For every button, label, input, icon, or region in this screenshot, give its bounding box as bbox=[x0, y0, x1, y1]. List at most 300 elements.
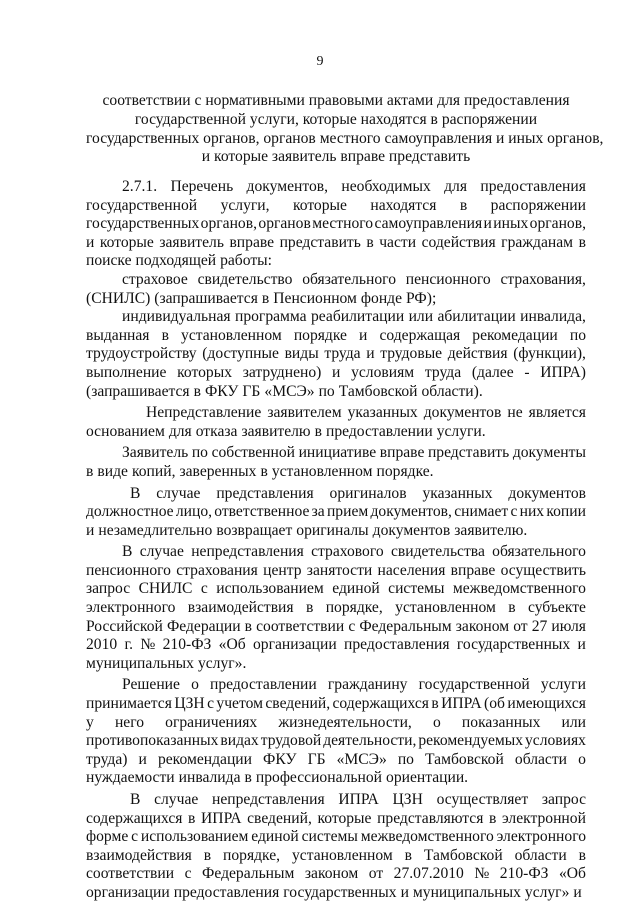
word: непредставления bbox=[191, 543, 304, 561]
word: заявителем bbox=[267, 404, 342, 422]
word: них bbox=[519, 503, 545, 521]
word: необходимых bbox=[341, 178, 431, 195]
word: отказа bbox=[195, 422, 238, 440]
word: установленном bbox=[395, 599, 496, 617]
word: в bbox=[459, 196, 468, 214]
word: основанием bbox=[86, 422, 165, 440]
word: документов bbox=[372, 521, 451, 539]
word: (запрашивается bbox=[154, 289, 258, 307]
word: в bbox=[508, 599, 516, 617]
paragraph-line bbox=[86, 791, 586, 810]
paragraph-line bbox=[86, 234, 586, 253]
word: сведений, bbox=[265, 695, 331, 713]
word: В bbox=[130, 484, 141, 502]
word: оригиналов bbox=[329, 484, 407, 502]
paragraph-line bbox=[86, 345, 586, 364]
word: Перечень bbox=[170, 178, 234, 195]
word: по bbox=[397, 750, 414, 768]
paragraph-line bbox=[86, 810, 586, 829]
word: по bbox=[318, 382, 335, 400]
word: ЦЗН bbox=[174, 695, 205, 713]
word: предоставления bbox=[344, 636, 450, 654]
paragraph-line bbox=[86, 252, 586, 271]
word: и bbox=[332, 363, 341, 381]
paragraph-line bbox=[86, 847, 586, 866]
word: программа bbox=[234, 308, 307, 326]
word: 2.7.1. bbox=[122, 178, 158, 195]
word: соответствии bbox=[256, 617, 345, 635]
word: содействия bbox=[421, 233, 496, 251]
word: по bbox=[191, 444, 208, 462]
paragraph-line bbox=[86, 769, 586, 788]
word: использованием bbox=[140, 828, 249, 846]
word: органов, bbox=[529, 215, 586, 233]
word: случае bbox=[156, 484, 201, 502]
word: профессиональной bbox=[255, 769, 383, 787]
word: противопоказанных bbox=[86, 732, 219, 750]
word: «Об bbox=[218, 636, 246, 654]
word: межведомственного bbox=[360, 828, 494, 846]
word: рекомедации bbox=[472, 326, 558, 344]
word: и bbox=[483, 215, 492, 233]
word: показанных bbox=[461, 713, 541, 731]
word: в bbox=[203, 846, 212, 864]
word: с bbox=[348, 617, 356, 635]
paragraph-line bbox=[86, 865, 586, 884]
word: ИПРА bbox=[441, 695, 482, 713]
word: ГБ bbox=[307, 750, 326, 768]
word: государственной bbox=[418, 676, 530, 694]
paragraph bbox=[86, 791, 586, 903]
word: работы: bbox=[220, 252, 272, 270]
word: и bbox=[366, 345, 375, 363]
word: форме bbox=[86, 828, 129, 846]
paragraph-line bbox=[86, 751, 586, 770]
word: порядке, bbox=[325, 599, 383, 617]
word: страхования bbox=[176, 561, 258, 579]
word: ориентации. bbox=[386, 769, 469, 787]
word: использованием bbox=[216, 580, 324, 598]
section-heading bbox=[86, 92, 604, 167]
paragraph-line bbox=[86, 732, 586, 751]
word: имеющихся bbox=[507, 695, 586, 713]
word: с bbox=[200, 580, 208, 598]
word: Заявитель bbox=[122, 444, 189, 462]
word: осуществить bbox=[500, 561, 586, 579]
word: «Об bbox=[558, 865, 586, 883]
word: видах bbox=[220, 732, 259, 750]
word: государственных bbox=[283, 883, 397, 901]
word: запрос bbox=[86, 580, 131, 598]
paragraph-line bbox=[86, 423, 586, 442]
word: местного bbox=[312, 215, 374, 233]
word: или bbox=[561, 713, 586, 731]
word: заявитель bbox=[159, 233, 224, 251]
word: содержащихся bbox=[332, 695, 429, 713]
word: системы bbox=[388, 580, 445, 598]
word: в bbox=[244, 769, 252, 787]
word: которых bbox=[177, 363, 232, 381]
word: электронного bbox=[496, 828, 586, 846]
word: заявителю bbox=[241, 422, 311, 440]
paragraph bbox=[86, 404, 586, 441]
word: заявителю. bbox=[454, 521, 528, 539]
word: и bbox=[138, 750, 147, 768]
word: в bbox=[161, 326, 169, 344]
word: предоставлении bbox=[210, 676, 317, 694]
word: организации bbox=[252, 636, 337, 654]
word: ГБ bbox=[242, 382, 261, 400]
word: законом bbox=[304, 865, 359, 883]
word: о bbox=[432, 713, 441, 731]
word: муниципальных bbox=[412, 883, 521, 901]
word: (далее bbox=[471, 363, 514, 381]
word: ограничениях bbox=[165, 713, 258, 731]
word: и bbox=[577, 636, 586, 654]
word: услуги, bbox=[220, 196, 270, 214]
word: сведений, bbox=[247, 809, 312, 827]
word: распоряжении bbox=[490, 196, 586, 214]
word: инвалида, bbox=[520, 308, 586, 326]
word: документов, bbox=[370, 503, 452, 521]
paragraph-line bbox=[86, 695, 586, 714]
paragraph-line bbox=[86, 884, 586, 903]
word: инициативе bbox=[298, 444, 377, 462]
word: межведомственного bbox=[452, 580, 586, 598]
word: в bbox=[260, 462, 268, 480]
word: труда) bbox=[86, 750, 128, 768]
word: реабилитации bbox=[310, 308, 405, 326]
word: в bbox=[86, 462, 94, 480]
word: ИПРА bbox=[338, 791, 379, 808]
word: оригиналы bbox=[296, 521, 369, 539]
word: июля bbox=[551, 617, 586, 635]
word: абилитации bbox=[437, 308, 516, 326]
paragraph-line bbox=[86, 383, 586, 402]
word: в bbox=[489, 809, 497, 827]
paragraph bbox=[86, 543, 586, 673]
word: трудовой bbox=[260, 732, 322, 750]
word: обязательного bbox=[302, 270, 396, 288]
paragraph-line bbox=[86, 463, 586, 482]
word: рекомендации bbox=[157, 750, 252, 768]
word: «МСЭ» bbox=[336, 750, 387, 768]
word: № bbox=[140, 636, 156, 654]
word: электронного bbox=[86, 599, 176, 617]
word: документов bbox=[508, 484, 586, 502]
paragraph-line bbox=[86, 599, 586, 618]
word: выполнение bbox=[86, 363, 167, 381]
word: В bbox=[122, 543, 133, 561]
word: для bbox=[444, 178, 468, 195]
word: муниципальных bbox=[86, 654, 194, 672]
word: случае bbox=[154, 791, 199, 808]
word: принимается bbox=[86, 695, 172, 713]
word: организации bbox=[86, 883, 170, 901]
word: единой bbox=[251, 828, 299, 846]
word: затруднено) bbox=[242, 363, 322, 381]
word: РФ); bbox=[406, 289, 437, 307]
word: копий, bbox=[131, 462, 176, 480]
word: которые bbox=[99, 233, 154, 251]
word: условиях bbox=[525, 732, 586, 750]
word: органов bbox=[258, 215, 311, 233]
word: 27.07.2010 bbox=[393, 865, 464, 883]
word: страхования, bbox=[500, 270, 586, 288]
word: и bbox=[573, 883, 582, 901]
word: не bbox=[507, 404, 523, 422]
word: в bbox=[404, 846, 412, 864]
word: представить bbox=[279, 233, 361, 251]
word: действия bbox=[447, 345, 508, 363]
word: нуждаемости bbox=[86, 769, 175, 787]
word: Тамбовской bbox=[338, 382, 418, 400]
paragraph-line bbox=[86, 636, 586, 655]
word: поиске bbox=[86, 252, 132, 270]
word: условиям bbox=[351, 363, 415, 381]
word: труда bbox=[424, 363, 462, 381]
word: незамедлительно bbox=[98, 521, 213, 539]
paragraph-line bbox=[86, 562, 586, 581]
word: содержащая bbox=[379, 326, 461, 344]
word: системы bbox=[301, 828, 358, 846]
word: Тамбовской bbox=[425, 750, 504, 768]
word: и bbox=[86, 521, 95, 539]
word: вправе bbox=[379, 444, 425, 462]
word: г. bbox=[124, 636, 134, 654]
paragraph bbox=[86, 271, 586, 308]
word: находятся bbox=[370, 196, 437, 214]
word: Решение bbox=[122, 676, 180, 694]
document-body bbox=[86, 178, 586, 903]
word: в bbox=[366, 233, 374, 251]
word: представляются bbox=[377, 809, 484, 827]
word: гражданам bbox=[501, 233, 574, 251]
paragraph-line bbox=[86, 364, 586, 383]
paragraph-line bbox=[86, 404, 586, 423]
paragraph-line bbox=[86, 676, 586, 695]
paragraph-line bbox=[86, 503, 586, 522]
word: ФКУ bbox=[263, 750, 297, 768]
word: государственной bbox=[86, 196, 198, 214]
word: Тамбовской bbox=[423, 846, 503, 864]
word: у bbox=[86, 713, 94, 731]
word: содержащихся bbox=[86, 809, 183, 827]
word: В bbox=[130, 791, 141, 808]
page-number: 9 bbox=[316, 54, 324, 69]
paragraph-line bbox=[86, 290, 586, 309]
word: Федеральным bbox=[359, 617, 452, 635]
word: по bbox=[569, 326, 586, 344]
word: для bbox=[168, 422, 192, 440]
word: за bbox=[311, 503, 325, 521]
word: фонде bbox=[360, 289, 403, 307]
word: Федеральным bbox=[202, 865, 295, 883]
word: (СНИЛС) bbox=[86, 289, 151, 307]
word: в bbox=[431, 695, 439, 713]
word: взаимодействия bbox=[187, 599, 294, 617]
word: виде bbox=[97, 462, 128, 480]
word: с bbox=[131, 828, 139, 846]
word: о bbox=[578, 750, 586, 768]
word: области bbox=[514, 750, 568, 768]
paragraph-line bbox=[86, 543, 586, 562]
word: услуги bbox=[540, 676, 586, 694]
word: с bbox=[207, 695, 214, 713]
word: предоставления bbox=[173, 883, 280, 901]
word: инвалида bbox=[178, 769, 241, 787]
word: занятости bbox=[306, 561, 373, 579]
word: документы bbox=[512, 444, 586, 462]
word: пенсионного bbox=[405, 270, 491, 288]
word: законом bbox=[455, 617, 510, 635]
word: заверенных bbox=[179, 462, 257, 480]
word: осуществляет bbox=[436, 791, 529, 808]
word: (доступные bbox=[202, 345, 279, 363]
word: пенсионного bbox=[86, 561, 171, 579]
word: государственных bbox=[86, 215, 200, 233]
paragraph-line bbox=[86, 178, 586, 197]
paragraph-line bbox=[86, 197, 586, 216]
word: гражданину bbox=[327, 676, 408, 694]
paragraph-line bbox=[86, 714, 586, 733]
word: в bbox=[578, 233, 586, 251]
word: в bbox=[261, 289, 270, 307]
paragraph bbox=[86, 444, 586, 481]
paragraph-line bbox=[86, 580, 586, 599]
word: области bbox=[514, 846, 567, 864]
word: ответственное bbox=[214, 503, 310, 521]
word: страховое bbox=[122, 270, 188, 288]
word: предоставления bbox=[480, 178, 586, 195]
word: о bbox=[191, 676, 199, 694]
word: запрос bbox=[541, 791, 586, 808]
word: от bbox=[513, 617, 528, 635]
word: части bbox=[379, 233, 417, 251]
word: с bbox=[510, 503, 518, 521]
word: лицо, bbox=[175, 503, 213, 521]
word: предоставлении bbox=[325, 422, 433, 440]
heading-line: соответствии с нормативными правовыми актами для предоставления bbox=[102, 92, 570, 109]
paragraph bbox=[86, 178, 586, 271]
word: субъекте bbox=[527, 599, 586, 617]
word: единой bbox=[332, 580, 380, 598]
word: виды bbox=[284, 345, 319, 363]
word: в bbox=[193, 382, 201, 400]
word: индивидуальная bbox=[122, 308, 231, 326]
word: ФКУ bbox=[204, 382, 239, 400]
word: № bbox=[474, 865, 490, 883]
word: в bbox=[244, 617, 253, 635]
word: СНИЛС bbox=[138, 580, 193, 598]
word: 210-ФЗ bbox=[162, 636, 212, 654]
word: установленном bbox=[271, 462, 373, 480]
word: выданная bbox=[86, 326, 150, 344]
word: учетом bbox=[216, 695, 263, 713]
word: ЦЗН bbox=[392, 791, 423, 808]
word: - bbox=[524, 363, 530, 381]
word: государственных bbox=[456, 636, 571, 654]
word: услуг» bbox=[524, 883, 570, 901]
word: труда bbox=[324, 345, 361, 363]
word: 27 bbox=[531, 617, 548, 635]
word: порядке bbox=[293, 326, 347, 344]
word: него bbox=[114, 713, 145, 731]
word: жизнедеятельности, bbox=[278, 713, 412, 731]
word: в bbox=[314, 422, 322, 440]
word: или bbox=[408, 308, 434, 326]
paragraph bbox=[86, 308, 586, 401]
paragraph-line bbox=[86, 327, 586, 346]
word: представить bbox=[427, 444, 510, 462]
word: соответствии bbox=[86, 865, 175, 883]
word: трудоустройству bbox=[86, 345, 197, 363]
word: копии bbox=[546, 503, 586, 521]
word: вправе bbox=[450, 561, 496, 579]
word: от bbox=[368, 865, 384, 883]
word: и bbox=[86, 233, 95, 251]
word: собственной bbox=[211, 444, 295, 462]
word: услуг». bbox=[197, 654, 247, 672]
word: которые bbox=[317, 809, 372, 827]
word: 2010 bbox=[86, 636, 118, 654]
word: является bbox=[528, 404, 586, 422]
word: случае bbox=[139, 543, 184, 561]
heading-line: государственных органов, органов местного самоуправления и иных органов, bbox=[86, 129, 604, 147]
word: с bbox=[184, 865, 192, 883]
word: свидетельства bbox=[390, 543, 485, 561]
word: в bbox=[578, 846, 586, 864]
paragraph-line bbox=[86, 655, 586, 674]
paragraph-line bbox=[86, 444, 586, 463]
word: населения bbox=[377, 561, 446, 579]
word: и bbox=[359, 326, 368, 344]
word: должностное bbox=[86, 503, 174, 521]
word: рекомендуемых bbox=[418, 732, 524, 750]
word: установленном bbox=[181, 326, 282, 344]
paragraph-line bbox=[86, 271, 586, 290]
word: 210-ФЗ bbox=[499, 865, 549, 883]
paragraph-line bbox=[86, 485, 586, 504]
word: в bbox=[188, 809, 196, 827]
paragraph bbox=[86, 485, 586, 541]
word: Федерации bbox=[166, 617, 241, 635]
word: страхового bbox=[311, 543, 384, 561]
word: Непредставление bbox=[146, 404, 262, 422]
paragraph-line bbox=[86, 618, 586, 637]
word: ИПРА) bbox=[540, 363, 586, 381]
word: самоуправления bbox=[374, 215, 483, 233]
word: (запрашивается bbox=[86, 382, 190, 400]
word: указанных bbox=[347, 404, 418, 422]
paragraph-line bbox=[86, 522, 586, 541]
word: Российской bbox=[86, 617, 163, 635]
word: указанных bbox=[422, 484, 493, 502]
word: документов bbox=[423, 404, 502, 422]
heading-line: государственной услуги, которые находятся в распоряжении bbox=[134, 110, 538, 128]
word: и bbox=[400, 883, 409, 901]
word: порядке, bbox=[223, 846, 281, 864]
word: электронной bbox=[502, 809, 586, 827]
paragraph-line bbox=[86, 215, 586, 234]
word: установленном bbox=[291, 846, 393, 864]
word: взаимодействия bbox=[86, 846, 192, 864]
word: обязательного bbox=[492, 543, 586, 561]
word: (об bbox=[484, 695, 505, 713]
word: деятельности, bbox=[323, 732, 417, 750]
word: непредставления bbox=[212, 791, 325, 808]
paragraph bbox=[86, 676, 586, 788]
